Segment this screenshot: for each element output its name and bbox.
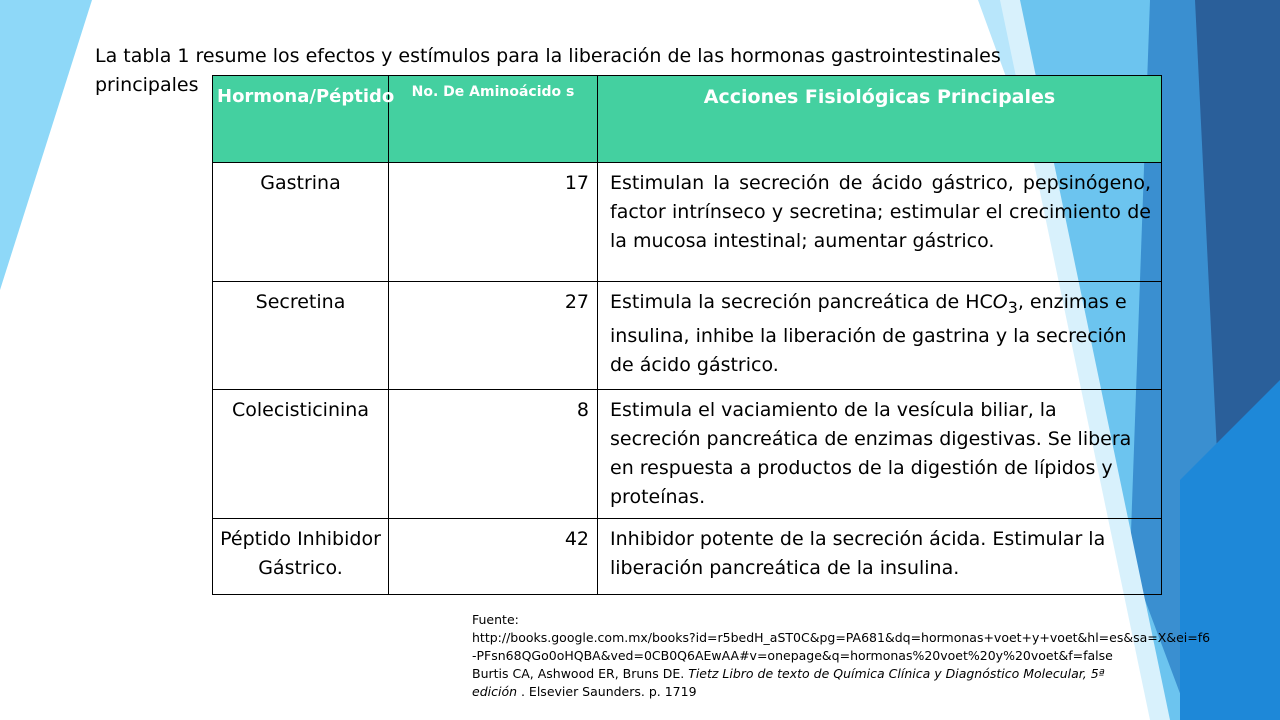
citation-authors: Burtis CA, Ashwood ER, Bruns DE.: [472, 666, 689, 681]
header-hormone: Hormona/Péptido: [213, 76, 389, 163]
table-row: [213, 163, 1162, 282]
amino-acid-count: 42: [389, 519, 598, 595]
actions-text-start: Estimula la secreción pancreática de HC: [610, 291, 993, 313]
source-url-line-1[interactable]: http://books.google.com.mx/books?id=r5bedH_aST0C&pg=PA681&dq=hormonas+voet+y+voet&hl=es&sa=X&ei=f6: [472, 630, 1211, 645]
chem-symbol-o: O: [992, 291, 1008, 313]
hormone-name: Péptido Inhibidor Gástrico.: [213, 519, 389, 595]
physiological-actions: Inhibidor potente de la secreción ácida. Estimular la liberación pancreática de la insulina.: [598, 519, 1162, 595]
physiological-actions: Estimula el vaciamiento de la vesícula biliar, la secreción pancreática de enzimas digestivas. Se libera en respuesta a productos de la digestión de lípidos y proteínas.: [598, 390, 1162, 519]
table-row: [213, 519, 1162, 595]
citation-line-2: [472, 683, 1272, 701]
intro-line-2: principales: [95, 74, 199, 96]
hormone-name: Secretina: [213, 282, 389, 390]
citation-book-title: Tietz Libro de texto de Química Clínica y Diagnóstico Molecular, 5ª: [688, 666, 1105, 681]
table-row: [213, 282, 1162, 390]
amino-acid-count: 8: [389, 390, 598, 519]
table-row: [213, 390, 1162, 519]
physiological-actions: [598, 282, 1162, 390]
header-actions: Acciones Fisiológicas Principales: [598, 76, 1162, 163]
table-header-row: [213, 76, 1162, 163]
hormone-table: [212, 75, 1162, 595]
physiological-actions: Estimulan la secreción de ácido gástrico, pepsinógeno, factor intrínseco y secretina; estimular el crecimiento de la mucosa intestinal; aumentar gástrico.: [598, 163, 1162, 282]
amino-acid-count: 17: [389, 163, 598, 282]
actions-text-end: , enzimas e insulina, inhibe la liberación de gastrina y la secreción de ácido gástrico.: [610, 291, 1127, 376]
intro-line-1: La tabla 1 resume los efectos y estímulos para la liberación de las hormonas gastrointestinales: [95, 45, 1001, 67]
source-label: Fuente:: [472, 612, 519, 627]
header-amino-acids: No. De Aminoácido s: [389, 76, 598, 163]
citation-publisher: . Elsevier Saunders. p. 1719: [517, 684, 697, 699]
citation-line-1: [472, 665, 1272, 683]
amino-acid-count: 27: [389, 282, 598, 390]
chem-subscript: 3: [1007, 297, 1018, 317]
citation-edition: edición: [472, 684, 518, 699]
left-light-triangle: [0, 0, 92, 290]
source-url-line-2[interactable]: -PFsn68QGo0oHQBA&ved=0CB0Q6AEwAA#v=onepage&q=hormonas%20voet%20y%20voet&f=false: [472, 648, 1113, 663]
source-citation: [472, 611, 1272, 701]
hormone-name: Colecisticinina: [213, 390, 389, 519]
hormone-name: Gastrina: [213, 163, 389, 282]
